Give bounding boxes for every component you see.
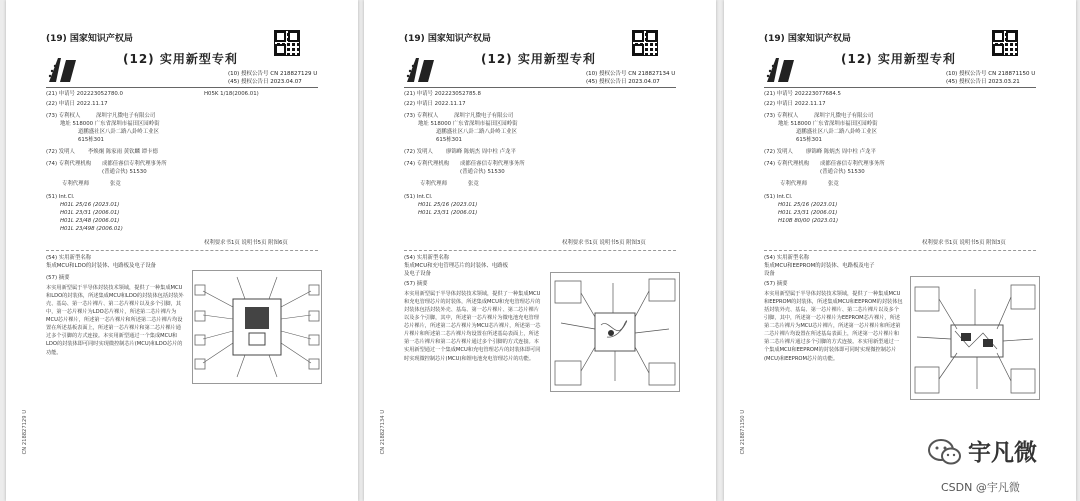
cnipa-logo — [46, 54, 84, 84]
assignee-label: (73) 专利权人 — [404, 113, 439, 119]
agent: 张竟 — [468, 181, 479, 187]
application-number: (21) 申请号 202223052785.8 — [404, 91, 481, 97]
address-line: 615栋301 — [796, 137, 822, 143]
patent-page-1 — [6, 0, 358, 501]
agency-label: (74) 专利代理机构 — [764, 161, 810, 167]
classification: H01L 25/16 (2023.01) — [418, 202, 478, 208]
agency: 成都佳睿信专利代理事务所 — [820, 161, 885, 167]
office-name: (19) 国家知识产权局 — [46, 34, 133, 44]
patent-type: (12) 实用新型专利 — [481, 52, 596, 66]
assignee-label: (73) 专利权人 — [764, 113, 799, 119]
wechat-icon — [927, 438, 963, 466]
section-divider — [46, 250, 318, 251]
csdn-watermark: CSDN @宇凡微 — [941, 481, 1020, 494]
inventors-label: (72) 发明人 — [764, 149, 793, 155]
classification: H01L 25/16 (2023.01) — [778, 202, 838, 208]
address-line: 道鹏盛社区八卦二路八卦岭工业区 — [796, 129, 877, 135]
assignee-label: (73) 专利权人 — [46, 113, 81, 119]
agency-type: (普通合伙) 51530 — [102, 169, 147, 175]
publication-date: (45) 授权公告日 2023.04.07 — [228, 79, 302, 85]
utility-title-continued: 及电子设备 — [404, 271, 431, 277]
classification: H01L 23/31 (2006.01) — [60, 210, 120, 216]
side-publication-code: CN 218827134 U — [380, 410, 386, 455]
ipc-main: H05K 1/18(2006.01) — [204, 91, 259, 97]
classification: H01L 25/16 (2023.01) — [60, 202, 120, 208]
title-label: (54) 实用新型名称 — [404, 255, 450, 261]
title-label: (54) 实用新型名称 — [46, 255, 92, 261]
assignee: 深圳宇凡微电子有限公司 — [814, 113, 874, 119]
page-counts: 权利要求书1页 说明书5页 附图3页 — [922, 240, 1006, 246]
publication-number: (10) 授权公告号 CN 218827134 U — [586, 71, 676, 77]
abstract-label: (57) 摘要 — [404, 281, 428, 287]
abstract-text: 本实用新型属于半导体封装技术领域，提供了一种集成MCU和充电管理芯片的封装体，所述集成MCU和充电管理芯片的封装体包括封装外壳、基岛、第一芯片裸片、第二芯片裸片以及多个引脚，其中，所述第一芯片裸片为微电池充电管理芯片裸片，所述第二芯片裸片为MCU芯片裸片，所述第一芯片裸片和所述第二芯片裸片均设置在所述基岛表面上，所述第一芯片裸片和第二芯片裸片通过多个引脚的方式连接。本实用新型通过一个集成MCU和充电管理芯片的封装体即可同时实现微控制芯片(MCU)和锂电池充电管理芯片的功能。 — [404, 291, 541, 362]
address-line: 615栋301 — [78, 137, 104, 143]
page-counts: 权利要求书1页 说明书5页 附图3页 — [562, 240, 646, 246]
classification: H01L 23/48 (2006.01) — [60, 218, 120, 224]
utility-title: 集成MCU和充电管理芯片的封装体、电路板 — [404, 263, 509, 269]
qr-code — [992, 30, 1018, 56]
assignee: 深圳宇凡微电子有限公司 — [96, 113, 156, 119]
int-cl: (51) Int.Cl. — [46, 194, 75, 200]
agent-label: 专利代理师 — [420, 181, 447, 187]
publication-date: (45) 授权公告日 2023.03.21 — [946, 79, 1020, 85]
classification: H01L 23/31 (2006.01) — [778, 210, 838, 216]
agent: 张竟 — [110, 181, 121, 187]
agency: 成都佳睿信专利代理事务所 — [102, 161, 167, 167]
int-cl: (51) Int.Cl. — [764, 194, 793, 200]
inventors: 廖锦峰 陈炳杰 周中柱 卢龙平 — [446, 149, 516, 155]
application-date: (22) 申请日 2022.11.17 — [764, 101, 826, 107]
abstract-label: (57) 摘要 — [46, 275, 70, 281]
utility-title: 集成MCU和LDO的封装体、电路板及电子设备 — [46, 263, 157, 269]
agency-type: (普通合伙) 51530 — [820, 169, 865, 175]
publication-number: (10) 授权公告号 CN 218827129 U — [228, 71, 318, 77]
address-line: 道鹏盛社区八卦二路八卦岭工业区 — [436, 129, 517, 135]
inventors-label: (72) 发明人 — [404, 149, 433, 155]
address-line: 地址 518000 广东省深圳市福田区园岭街 — [60, 121, 160, 127]
cnipa-logo — [764, 54, 802, 84]
utility-title: 集成MCU和EEPROM的封装体、电路板及电子 — [764, 263, 875, 269]
agency: 成都佳睿信专利代理事务所 — [460, 161, 525, 167]
patent-page-2 — [364, 0, 716, 501]
agency-type: (普通合伙) 51530 — [460, 169, 505, 175]
title-label: (54) 实用新型名称 — [764, 255, 810, 261]
cnipa-logo — [404, 54, 442, 84]
header-rule — [46, 87, 318, 88]
agent-label: 专利代理师 — [62, 181, 89, 187]
inventors: 李焕炯 陈家雨 黄钦麟 谭卡德 — [88, 149, 158, 155]
publication-date: (45) 授权公告日 2023.04.07 — [586, 79, 660, 85]
agency-label: (74) 专利代理机构 — [404, 161, 450, 167]
abstract-figure — [550, 272, 680, 392]
header-rule — [764, 87, 1036, 88]
abstract-text: 本实用新型属于半导体封装技术领域，提供了一种集成MCU和EEPROM的封装体，所述集成MCU和EEPROM的封装体包括封装外壳、基岛、第一芯片裸片、第二芯片裸片以及多个引脚，其中，所述第一芯片裸片为EEPROM芯片裸片，所述第二芯片裸片为MCU芯片裸片，所述第一芯片裸片和所述第二芯片裸片均设置在所述基岛表面上，所述第一芯片裸片和第二芯片裸片通过多个引脚的方式连接。本实用新型通过一个集成MCU和EEPROM的封装体即可同时实现微控制芯片(MCU)和EEPROM芯片的功能。 — [764, 291, 903, 362]
abstract-label: (57) 摘要 — [764, 281, 788, 287]
abstract-figure — [910, 276, 1040, 400]
side-publication-code: CN 218871150 U — [740, 410, 746, 455]
inventors: 廖锦峰 陈炳杰 周中柱 卢龙平 — [806, 149, 876, 155]
patent-page-3 — [724, 0, 1076, 501]
inventors-label: (72) 发明人 — [46, 149, 75, 155]
agency-label: (74) 专利代理机构 — [46, 161, 92, 167]
int-cl: (51) Int.Cl. — [404, 194, 433, 200]
agent: 张竟 — [828, 181, 839, 187]
utility-title-continued: 设备 — [764, 271, 775, 277]
application-date: (22) 申请日 2022.11.17 — [46, 101, 108, 107]
section-divider — [764, 250, 1036, 251]
agent-label: 专利代理师 — [780, 181, 807, 187]
address-line: 道鹏盛社区八卦二路八卦岭工业区 — [78, 129, 159, 135]
header-rule — [404, 87, 676, 88]
address-line: 地址 518000 广东省深圳市福田区园岭街 — [778, 121, 878, 127]
patent-type: (12) 实用新型专利 — [123, 52, 238, 66]
classification: H10B 80/00 (2023.01) — [778, 218, 839, 224]
classification: H01L 23/498 (2006.01) — [60, 226, 123, 232]
classification: H01L 23/31 (2006.01) — [418, 210, 478, 216]
publication-number: (10) 授权公告号 CN 218871150 U — [946, 71, 1036, 77]
application-date: (22) 申请日 2022.11.17 — [404, 101, 466, 107]
qr-code — [632, 30, 658, 56]
account-name: 宇凡微 — [968, 440, 1037, 466]
page-counts: 权利要求书1页 说明书5页 附图6页 — [204, 240, 288, 246]
qr-code — [274, 30, 300, 56]
abstract-text: 本实用新型属于半导体封装技术领域，提供了一种集成MCU和LDO的封装体，所述集成MCU和LDO的封装体包括封装外壳、基岛、第一芯片裸片、第二芯片裸片以及多个引脚，其中，第一芯片裸片为LDO芯片裸片，所述第二芯片裸片为MCU芯片裸片，所述第一芯片裸片和所述第二芯片裸片均设置在所述基板表面上，所述第一芯片裸片和第二芯片裸片通过多个引脚的方式连接。本实用新型通过一个集成MCU和LDO的封装体即可同时实现微控制芯片(MCU)和LDO芯片的功能。 — [46, 285, 184, 356]
assignee: 深圳宇凡微电子有限公司 — [454, 113, 514, 119]
office-name: (19) 国家知识产权局 — [764, 34, 851, 44]
address-line: 地址 518000 广东省深圳市福田区园岭街 — [418, 121, 518, 127]
patent-type: (12) 实用新型专利 — [841, 52, 956, 66]
application-number: (21) 申请号 202223052780.0 — [46, 91, 123, 97]
application-number: (21) 申请号 202223077684.5 — [764, 91, 841, 97]
address-line: 615栋301 — [436, 137, 462, 143]
office-name: (19) 国家知识产权局 — [404, 34, 491, 44]
abstract-figure — [192, 270, 322, 384]
section-divider — [404, 250, 676, 251]
side-publication-code: CN 218827129 U — [22, 410, 28, 455]
